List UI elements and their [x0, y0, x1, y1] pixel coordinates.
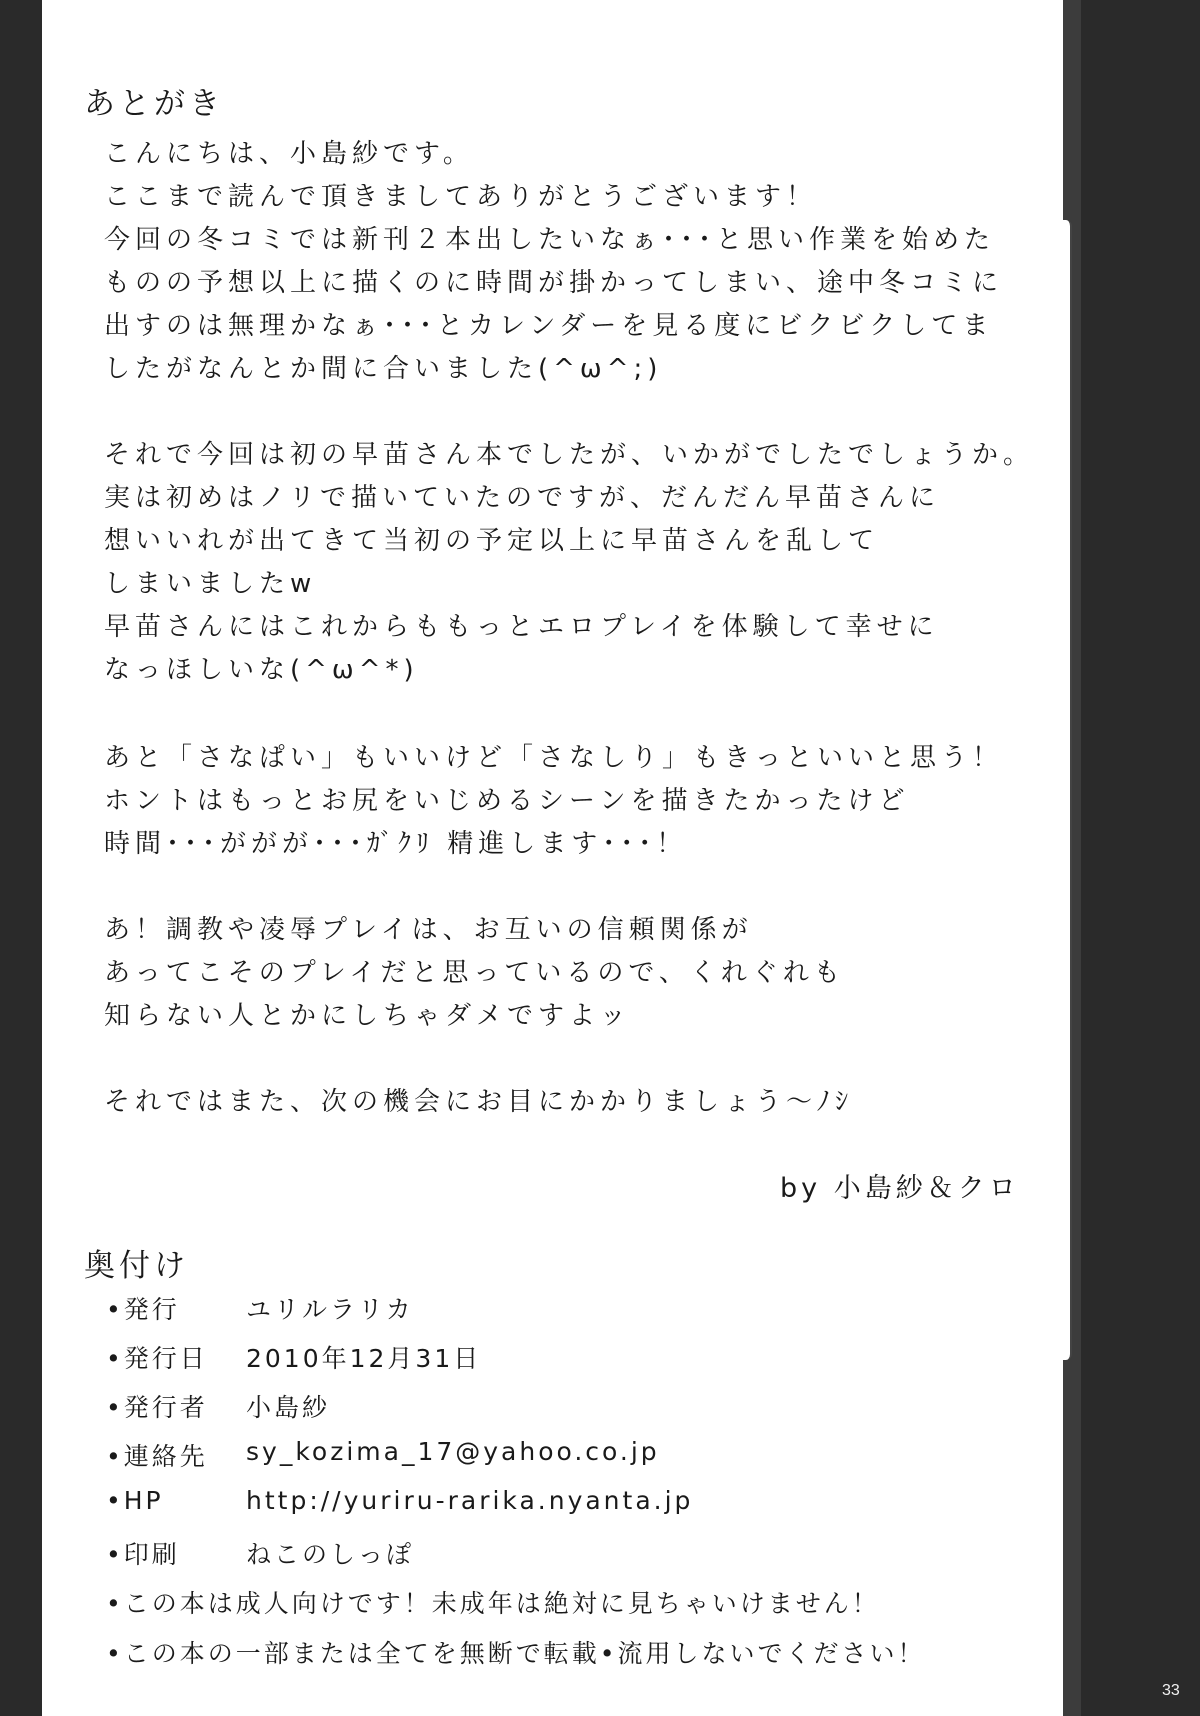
colophon-note-copyright: •この本の一部または全てを無断で転載•流用しないでください！: [106, 1639, 926, 1668]
colophon-value-homepage: http://yuriru-rarika.nyanta.jp: [246, 1486, 694, 1515]
colophon-note-adult: •この本は成人向けです！未成年は絶対に見ちゃいけません！: [106, 1589, 880, 1618]
colophon-title: 奥付け: [84, 1248, 189, 1284]
afterword-line: ホントはもっとお尻をいじめるシーンを描きたかったけど: [104, 786, 910, 816]
left-scan-border: [0, 0, 42, 1716]
colophon-label-author: •発行者: [106, 1393, 208, 1422]
afterword-line: それで今回は初の早苗さん本でしたが、いかがでしたでしょうか。: [104, 440, 1035, 470]
colophon-value-date: 2010年12月31日: [246, 1344, 482, 1373]
right-scan-border: [1063, 0, 1200, 1716]
afterword-line: 早苗さんにはこれからももっとエロプレイを体験して幸せに: [104, 612, 939, 642]
afterword-signature: by 小島紗＆クロ: [780, 1173, 1020, 1204]
page-number: 33: [1162, 1682, 1180, 1699]
afterword-line: なっほしいな(^ω^*): [104, 655, 419, 685]
afterword-line: 出すのは無理かなぁ･･･とカレンダーを見る度にビクビクしてま: [104, 311, 994, 341]
afterword-line: あ！調教や凌辱プレイは、お互いの信頼関係が: [104, 915, 753, 945]
afterword-line: 時間･･･ががが･･･ｶﾞｸﾘ 精進します･･･！: [104, 829, 688, 859]
colophon-label-printer: •印刷: [106, 1540, 180, 1569]
colophon-label-publisher: •発行: [106, 1295, 180, 1324]
afterword-line: 今回の冬コミでは新刊２本出したいなぁ･･･と思い作業を始めた: [104, 225, 996, 255]
paper-edge: [1044, 220, 1072, 1360]
afterword-title: あとがき: [84, 86, 224, 122]
colophon-label-contact: •連絡先: [106, 1442, 208, 1471]
afterword-line: あと「さなぱい」もいいけど「さなしり」もきっといいと思う！: [104, 743, 1004, 773]
afterword-line: したがなんとか間に合いました(^ω^;): [104, 354, 663, 384]
afterword-line: それではまた、次の機会にお目にかかりましょう～ﾉｼ: [104, 1087, 854, 1117]
afterword-line: 実は初めはノリで描いていたのですが、だんだん早苗さんに: [104, 483, 940, 513]
colophon-value-publisher: ユリルラリカ: [246, 1295, 414, 1324]
afterword-line: しまいましたw: [104, 569, 317, 599]
afterword-line: あってこそのプレイだと思っているので、くれぐれも: [104, 958, 845, 988]
colophon-value-printer: ねこのしっぽ: [246, 1540, 415, 1569]
colophon-value-contact: sy_kozima_17@yahoo.co.jp: [246, 1437, 660, 1466]
afterword-line: 知らない人とかにしちゃダメですよッ: [104, 1001, 631, 1031]
afterword-line: ものの予想以上に描くのに時間が掛かってしまい、途中冬コミに: [104, 268, 1004, 298]
afterword-line: こんにちは、小島紗です。: [104, 139, 474, 169]
afterword-line: 想いいれが出てきて当初の予定以上に早苗さんを乱して: [104, 526, 880, 556]
colophon-label-homepage: •HP: [106, 1486, 164, 1515]
afterword-line: ここまで読んで頂きましてありがとうございます！: [104, 182, 818, 212]
colophon-value-author: 小島紗: [246, 1393, 331, 1422]
colophon-label-date: •発行日: [106, 1344, 208, 1373]
